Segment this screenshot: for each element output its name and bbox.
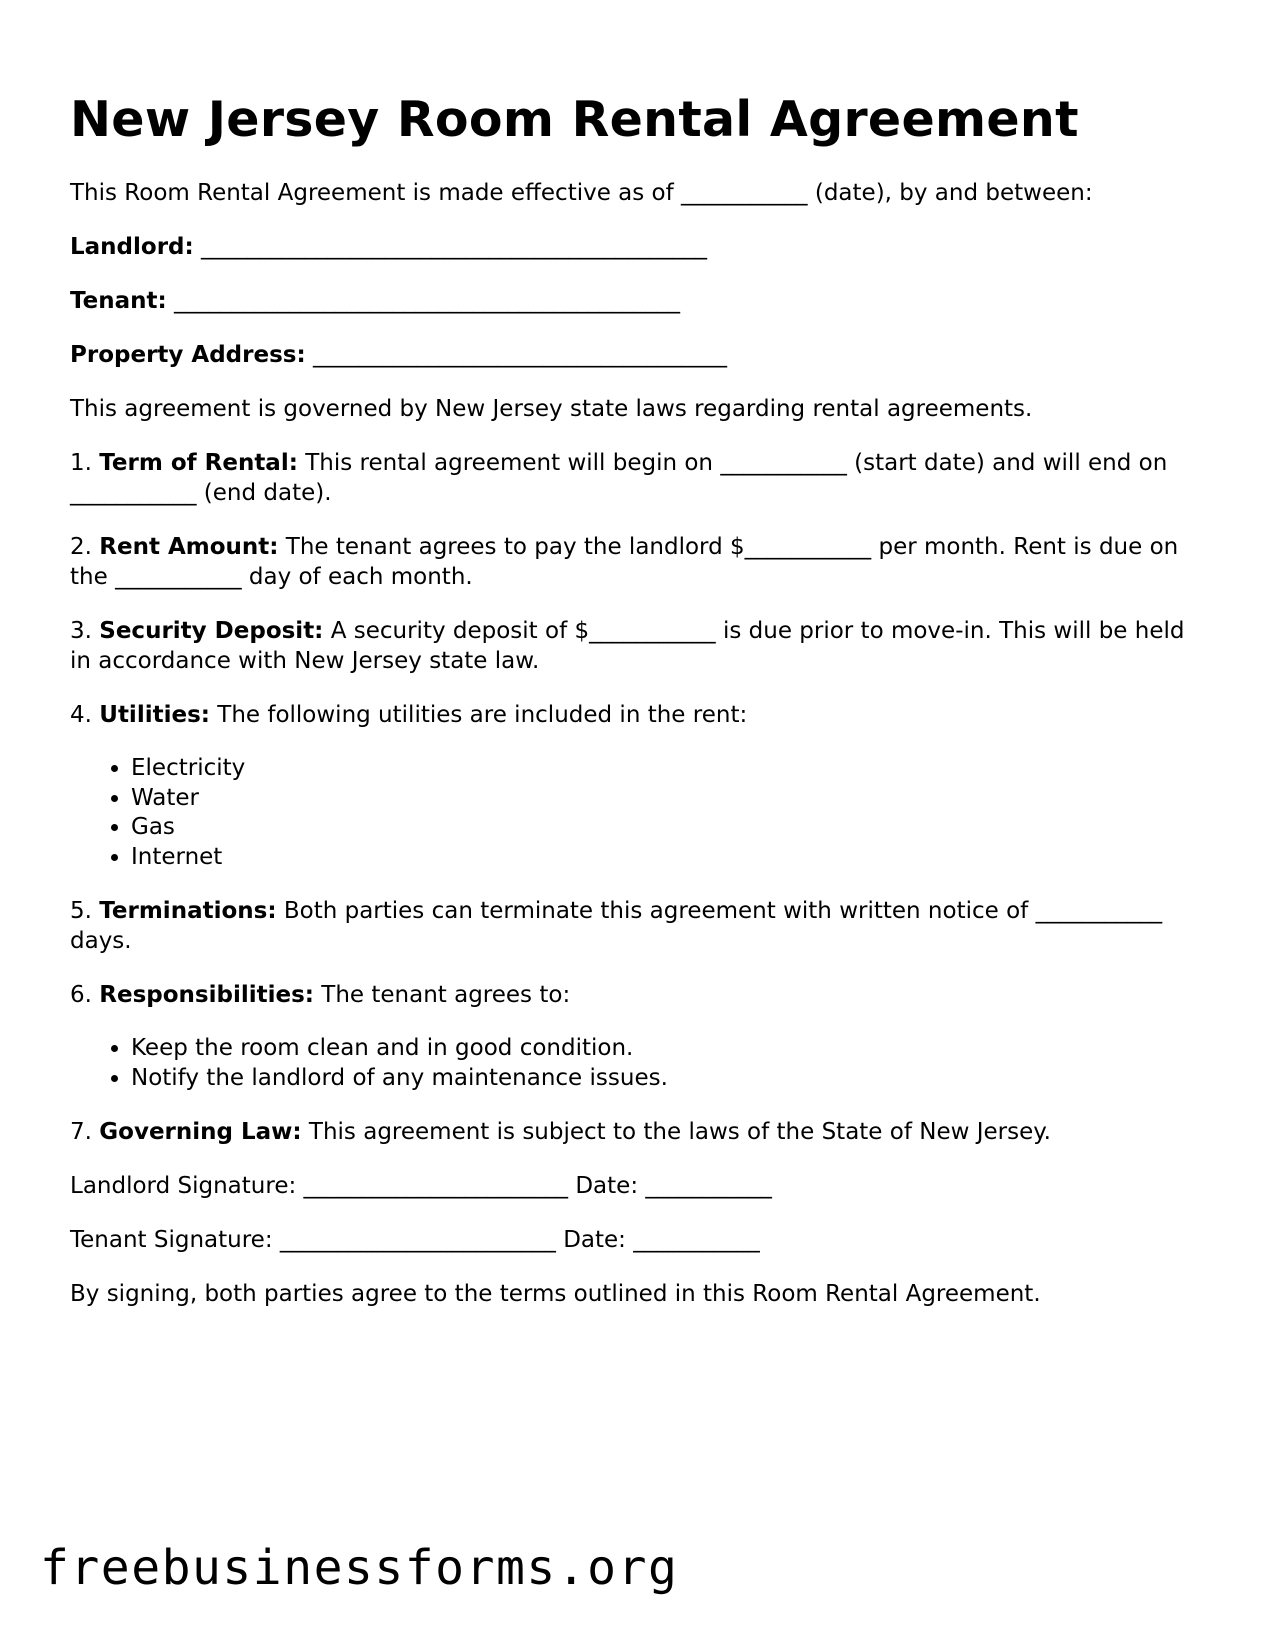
list-item: • Internet bbox=[131, 843, 1190, 873]
section-text: This agreement is subject to the laws of the State of New Jersey. bbox=[301, 1119, 1051, 1145]
section-text: The tenant agrees to pay the landlord $ bbox=[278, 534, 745, 560]
section-text: A security deposit of $ bbox=[323, 618, 590, 644]
document-page bbox=[70, 84, 1190, 1333]
section-number: 2. bbox=[70, 534, 100, 560]
section-term-of-rental bbox=[70, 448, 1190, 508]
rent-amount-blank[interactable]: ___________ bbox=[744, 534, 872, 560]
tenant-date-label: Date: bbox=[555, 1227, 634, 1253]
property-address-label: Property Address: bbox=[70, 342, 306, 368]
section-number: 1. bbox=[70, 450, 100, 476]
property-address-field bbox=[70, 340, 1190, 370]
section-number: 6. bbox=[70, 982, 100, 1008]
section-utilities bbox=[70, 700, 1190, 730]
list-item: • Electricity bbox=[131, 754, 1190, 784]
landlord-date-label: Date: bbox=[568, 1173, 646, 1199]
landlord-field bbox=[70, 232, 1190, 262]
section-responsibilities bbox=[70, 980, 1190, 1010]
section-heading: Rent Amount: bbox=[99, 534, 279, 560]
tenant-name-blank[interactable]: ____________________________________________ bbox=[166, 288, 681, 314]
landlord-date-blank[interactable]: ___________ bbox=[645, 1173, 772, 1199]
tenant-label: Tenant: bbox=[70, 288, 167, 314]
section-number: 5. bbox=[70, 898, 100, 924]
section-governing-law bbox=[70, 1117, 1190, 1147]
section-text: This rental agreement will begin on bbox=[297, 450, 721, 476]
effective-date-blank[interactable]: ___________ bbox=[681, 180, 808, 206]
tenant-date-blank[interactable]: ___________ bbox=[633, 1227, 760, 1253]
section-heading: Security Deposit: bbox=[99, 618, 324, 644]
property-address-blank[interactable]: ____________________________________ bbox=[305, 342, 727, 368]
landlord-label: Landlord: bbox=[70, 234, 194, 260]
landlord-signature-line bbox=[70, 1171, 1190, 1201]
section-text: The following utilities are included in the rent: bbox=[209, 702, 748, 728]
tenant-signature-blank[interactable]: ________________________ bbox=[279, 1227, 556, 1253]
list-item: • Gas bbox=[131, 813, 1190, 843]
end-date-blank[interactable]: ___________ bbox=[70, 480, 197, 506]
landlord-signature-label: Landlord Signature: bbox=[70, 1173, 304, 1199]
closing-statement: By signing, both parties agree to the terms outlined in this Room Rental Agreement. bbox=[70, 1281, 1041, 1307]
tenant-field bbox=[70, 286, 1190, 316]
section-heading: Responsibilities: bbox=[99, 982, 314, 1008]
section-heading: Utilities: bbox=[99, 702, 210, 728]
rent-due-day-blank[interactable]: ___________ bbox=[115, 564, 242, 590]
tenant-signature-line bbox=[70, 1225, 1190, 1255]
landlord-name-blank[interactable]: ____________________________________________ bbox=[193, 234, 708, 260]
section-text: (end date). bbox=[196, 480, 332, 506]
tenant-signature-label: Tenant Signature: bbox=[70, 1227, 280, 1253]
section-number: 4. bbox=[70, 702, 100, 728]
section-text: Both parties can terminate this agreement with written notice of bbox=[276, 898, 1036, 924]
responsibilities-list bbox=[70, 1034, 1190, 1093]
section-security-deposit bbox=[70, 616, 1190, 676]
section-rent-amount bbox=[70, 532, 1190, 592]
section-number: 3. bbox=[70, 618, 100, 644]
section-text: days. bbox=[70, 928, 132, 954]
section-text: day of each month. bbox=[241, 564, 473, 590]
intro-paragraph bbox=[70, 178, 1190, 208]
governed-statement: This agreement is governed by New Jersey state laws regarding rental agreements. bbox=[70, 396, 1033, 422]
section-number: 7. bbox=[70, 1119, 100, 1145]
notice-days-blank[interactable]: ___________ bbox=[1035, 898, 1163, 924]
intro-suffix: (date), by and between: bbox=[807, 180, 1093, 206]
section-text: is due prior to move-in. This will be held in accordance with New Jersey state law. bbox=[70, 618, 1185, 674]
start-date-blank[interactable]: ___________ bbox=[720, 450, 847, 476]
section-heading: Term of Rental: bbox=[99, 450, 298, 476]
section-text: (start date) and will end on bbox=[846, 450, 1168, 476]
section-terminations bbox=[70, 896, 1190, 956]
list-item: • Notify the landlord of any maintenance issues. bbox=[131, 1064, 1190, 1094]
document-title: New Jersey Room Rental Agreement bbox=[70, 91, 1079, 148]
utilities-list bbox=[70, 754, 1190, 872]
section-heading: Terminations: bbox=[99, 898, 277, 924]
landlord-signature-blank[interactable]: _______________________ bbox=[303, 1173, 569, 1199]
section-text: The tenant agrees to: bbox=[313, 982, 571, 1008]
section-text: per month. Rent is due on the bbox=[70, 534, 1179, 590]
section-heading: Governing Law: bbox=[99, 1119, 302, 1145]
list-item: • Keep the room clean and in good condition. bbox=[131, 1034, 1190, 1064]
site-watermark: freebusinessforms.org bbox=[40, 1540, 679, 1596]
intro-prefix: This Room Rental Agreement is made effective as of bbox=[70, 180, 682, 206]
deposit-amount-blank[interactable]: ___________ bbox=[589, 618, 716, 644]
list-item: • Water bbox=[131, 784, 1190, 814]
